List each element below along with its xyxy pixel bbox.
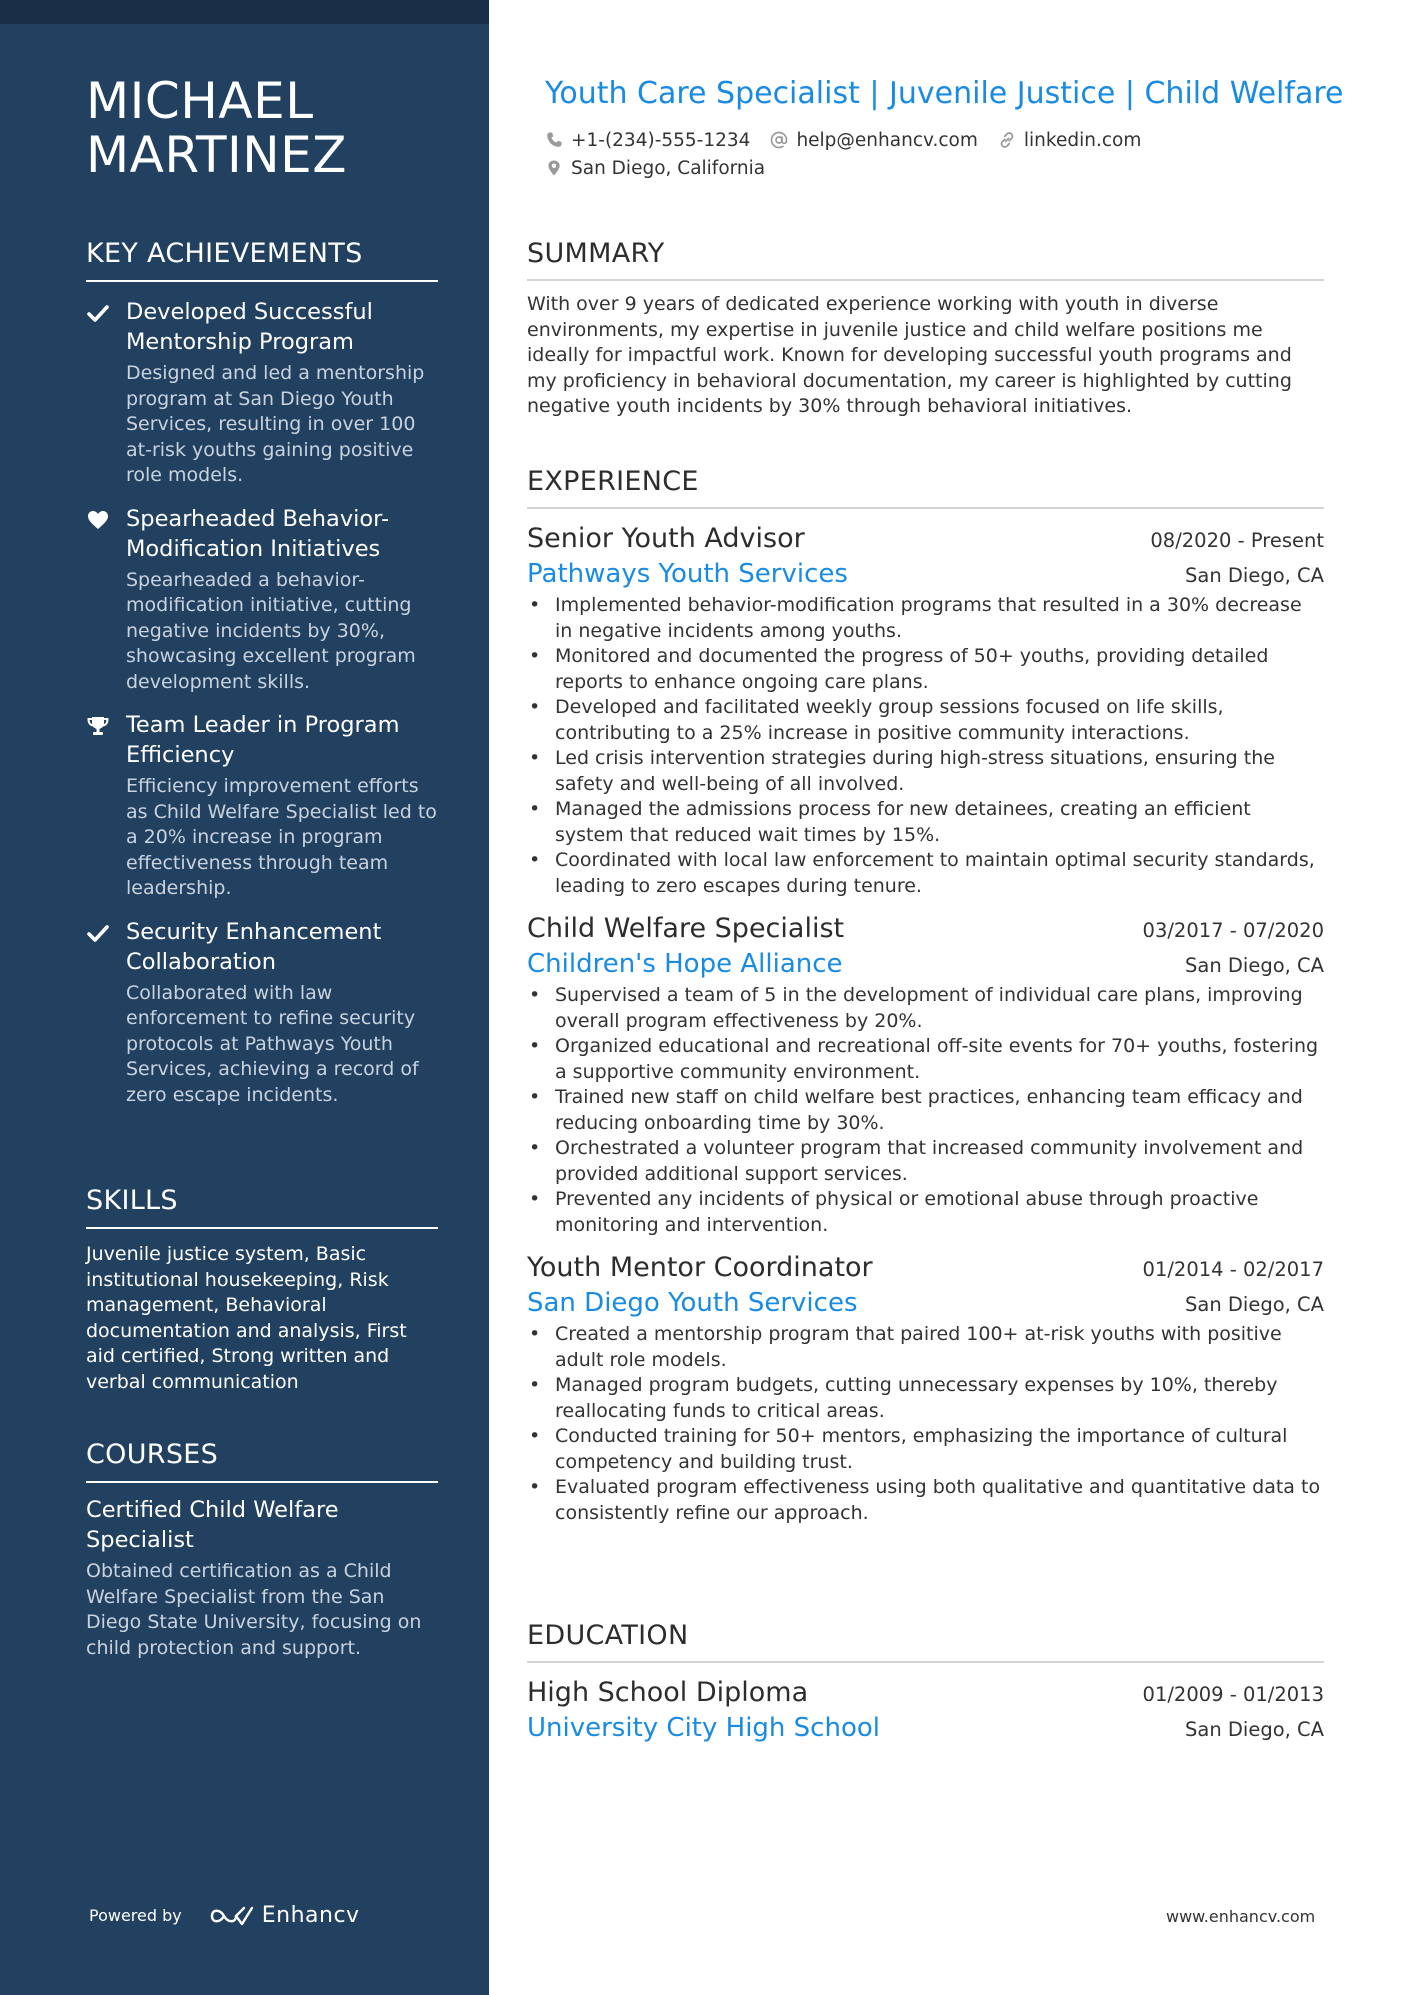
bullet-text: Implemented behavior-modification programs that resulted in a 30% decrease in negative incidents among youths. — [555, 594, 1302, 642]
bullet-text: Supervised a team of 5 in the development of individual care plans, improving overall program effectiveness by 20%. — [555, 984, 1303, 1032]
bullet-item: • Coordinated with local law enforcement to maintain optimal security standards, leading to zero escapes during tenure. — [529, 849, 1315, 897]
education-subheader — [527, 1711, 1324, 1745]
job-bullets — [527, 1322, 1324, 1526]
bullet-text: Prevented any incidents of physical or emotional abuse through proactive monitoring and intervention. — [555, 1188, 1259, 1236]
job-location: San Diego, CA — [1185, 954, 1324, 977]
bullet-item: • Managed the admissions process for new detainees, creating an efficient system that reduced wait times by 15%. — [529, 798, 1251, 846]
bullet-item: • Created a mentorship program that paired 100+ at-risk youths with positive adult role models. — [529, 1323, 1282, 1371]
achievement-title: Spearheaded Behavior-Modification Initiatives — [126, 505, 390, 562]
sidebar-top-bar — [0, 0, 489, 24]
achievement-item — [86, 504, 438, 696]
job-location: San Diego, CA — [1185, 1293, 1324, 1316]
key-achievements-section — [86, 236, 438, 1108]
bullet-item: • Prevented any incidents of physical or emotional abuse through proactive monitoring and intervention. — [529, 1188, 1259, 1236]
achievement-item — [86, 710, 438, 902]
job-entry — [527, 911, 1324, 1238]
summary-heading: SUMMARY — [527, 236, 1324, 281]
sidebar — [0, 0, 489, 1995]
enhancv-logo[interactable] — [208, 1903, 360, 1928]
job-header — [527, 1250, 1324, 1286]
contact-row — [545, 154, 1325, 182]
education-section — [527, 1618, 1324, 1745]
email-contact[interactable] — [770, 130, 977, 151]
check-icon — [86, 921, 110, 945]
job-subheader — [527, 557, 1324, 591]
contact-row — [545, 126, 1325, 154]
bullet-text: Evaluated program effectiveness using both qualitative and quantitative data to consistently refine our approach. — [555, 1476, 1321, 1524]
job-title: Child Welfare Specialist — [527, 913, 845, 944]
experience-section — [527, 464, 1324, 1526]
bullet-item: • Implemented behavior-modification programs that resulted in a 30% decrease in negative incidents among youths. — [529, 594, 1302, 642]
skills-heading: SKILLS — [86, 1183, 438, 1229]
summary-text: With over 9 years of dedicated experience working with youth in diverse environments, my expertise in juvenile justice and child welfare positions me ideally for impactful work. Known for developing successful youth programs and my proficiency in behavioral documentation, my career is highlighted by cutting negative youth incidents by 30% through behavioral initiatives. — [527, 293, 1292, 417]
linkedin-contact[interactable] — [998, 130, 1141, 151]
location-text: San Diego, California — [571, 157, 766, 179]
job-entry — [527, 521, 1324, 899]
experience-heading: EXPERIENCE — [527, 464, 1324, 509]
bullet-item: • Trained new staff on child welfare best practices, enhancing team efficacy and reducing onboarding time by 30%. — [529, 1086, 1303, 1134]
job-company: San Diego Youth Services — [527, 1288, 858, 1318]
achievement-title: Team Leader in Program Efficiency — [126, 712, 400, 768]
phone-icon — [545, 131, 563, 149]
bullet-text: Monitored and documented the progress of 50+ youths, providing detailed reports to enhance ongoing care plans. — [555, 645, 1269, 693]
bullet-item: • Conducted training for 50+ mentors, emphasizing the importance of cultural competency and building trust. — [529, 1425, 1288, 1473]
bullet-item: • Monitored and documented the progress of 50+ youths, providing detailed reports to enhance ongoing care plans. — [529, 645, 1269, 693]
at-icon — [770, 131, 788, 149]
powered-by — [89, 1903, 360, 1928]
achievement-description: Efficiency improvement efforts as Child Welfare Specialist led to a 20% increase in program effectiveness through team leadership. — [126, 775, 437, 899]
trophy-icon — [86, 714, 110, 738]
candidate-name: MICHAEL MARTINEZ — [86, 72, 347, 184]
degree: High School Diploma — [527, 1677, 809, 1708]
job-company: Pathways Youth Services — [527, 559, 848, 589]
email-text: help@enhancv.com — [796, 129, 978, 151]
achievement-item — [86, 917, 438, 1109]
achievement-title: Developed Successful Mentorship Program — [126, 299, 373, 355]
bullet-item: • Led crisis intervention strategies during high-stress situations, ensuring the safety and well-being of all involved. — [529, 747, 1275, 795]
bullet-text: Managed program budgets, cutting unnecessary expenses by 10%, thereby reallocating funds to critical areas. — [555, 1374, 1278, 1422]
bullet-text: Developed and facilitated weekly group sessions focused on life skills, contributing to a 25% increase in positive community interactions. — [555, 696, 1224, 744]
key-achievements-heading: KEY ACHIEVEMENTS — [86, 236, 438, 282]
job-header — [527, 521, 1324, 557]
education-heading: EDUCATION — [527, 1618, 1324, 1663]
phone-contact[interactable] — [545, 130, 750, 151]
job-bullets — [527, 593, 1324, 899]
job-dates: 01/2014 - 02/2017 — [1142, 1258, 1324, 1281]
education-location: San Diego, CA — [1185, 1718, 1324, 1741]
achievement-description: Spearheaded a behavior-modification initiative, cutting negative incidents by 30%, showcasing excellent program development skills. — [126, 568, 416, 693]
job-bullets — [527, 983, 1324, 1238]
achievement-description: Designed and led a mentorship program at San Diego Youth Services, resulting in over 100 at-risk youths gaining positive role models. — [126, 362, 425, 486]
bullet-text: Orchestrated a volunteer program that increased community involvement and provided additional support services. — [555, 1137, 1304, 1185]
powered-by-label: Powered by — [89, 1906, 182, 1925]
job-header — [527, 911, 1324, 947]
bullet-text: Conducted training for 50+ mentors, emphasizing the importance of cultural competency and building trust. — [555, 1425, 1288, 1473]
achievement-item — [86, 297, 438, 489]
headline: Youth Care Specialist | Juvenile Justice | Child Welfare — [545, 76, 1344, 111]
enhancv-brand-name: Enhancv — [261, 1903, 360, 1928]
bullet-item: • Managed program budgets, cutting unnecessary expenses by 10%, thereby reallocating funds to critical areas. — [529, 1374, 1278, 1422]
education-header — [527, 1675, 1324, 1711]
courses-section — [86, 1437, 438, 1661]
job-location: San Diego, CA — [1185, 564, 1324, 587]
job-title: Youth Mentor Coordinator — [527, 1252, 873, 1283]
bullet-text: Led crisis intervention strategies during high-stress situations, ensuring the safety and well-being of all involved. — [555, 747, 1275, 795]
bullet-item: • Evaluated program effectiveness using both qualitative and quantitative data to consistently refine our approach. — [529, 1476, 1321, 1524]
bullet-item: • Developed and facilitated weekly group sessions focused on life skills, contributing to a 25% increase in positive community interactions. — [529, 696, 1224, 744]
summary-section — [527, 236, 1324, 420]
bullet-text: Created a mentorship program that paired 100+ at-risk youths with positive adult role models. — [555, 1323, 1282, 1371]
bullet-text: Managed the admissions process for new detainees, creating an efficient system that reduced wait times by 15%. — [555, 798, 1251, 846]
link-icon — [998, 131, 1016, 149]
bullet-item: • Organized educational and recreational off-site events for 70+ youths, fostering a supportive community environment. — [529, 1035, 1319, 1083]
bullet-text: Coordinated with local law enforcement to maintain optimal security standards, leading to zero escapes during tenure. — [555, 849, 1315, 897]
job-company: Children's Hope Alliance — [527, 949, 843, 979]
phone-text: +1-(234)-555-1234 — [571, 129, 751, 151]
skills-list: Juvenile justice system, Basic institutional housekeeping, Risk management, Behavioral documentation and analysis, First aid certified, Strong written and verbal communication — [86, 1243, 407, 1393]
job-title: Senior Youth Advisor — [527, 523, 805, 554]
linkedin-text: linkedin.com — [1023, 129, 1142, 151]
courses-heading: COURSES — [86, 1437, 438, 1483]
course-description: Obtained certification as a Child Welfare Specialist from the San Diego State University, focusing on child protection and support. — [86, 1560, 422, 1659]
location-pin-icon — [545, 159, 563, 177]
bullet-item: • Orchestrated a volunteer program that increased community involvement and provided additional support services. — [529, 1137, 1304, 1185]
school-name: University City High School — [527, 1713, 880, 1743]
education-dates: 01/2009 - 01/2013 — [1142, 1683, 1324, 1706]
job-subheader — [527, 1286, 1324, 1320]
skills-section — [86, 1183, 438, 1395]
location-contact — [545, 158, 765, 179]
bullet-text: Organized educational and recreational off-site events for 70+ youths, fostering a supportive community environment. — [555, 1035, 1319, 1083]
heart-icon — [86, 508, 110, 532]
course-title: Certified Child Welfare Specialist — [86, 1497, 339, 1553]
footer-url[interactable]: www.enhancv.com — [1166, 1907, 1316, 1926]
bullet-item: • Supervised a team of 5 in the development of individual care plans, improving overall program effectiveness by 20%. — [529, 984, 1303, 1032]
education-entry — [527, 1675, 1324, 1745]
achievement-title: Security Enhancement Collaboration — [126, 918, 382, 975]
achievement-list — [86, 297, 438, 1108]
achievement-description: Collaborated with law enforcement to refine security protocols at Pathways Youth Services, achieving a record of zero escape incidents. — [126, 981, 419, 1106]
job-dates: 08/2020 - Present — [1150, 529, 1324, 552]
job-subheader — [527, 947, 1324, 981]
enhancv-logo-icon — [208, 1904, 254, 1928]
job-dates: 03/2017 - 07/2020 — [1142, 919, 1324, 942]
bullet-text: Trained new staff on child welfare best practices, enhancing team efficacy and reducing onboarding time by 30%. — [555, 1086, 1303, 1134]
job-entry — [527, 1250, 1324, 1526]
contact-info — [545, 126, 1325, 182]
check-icon — [86, 301, 110, 325]
